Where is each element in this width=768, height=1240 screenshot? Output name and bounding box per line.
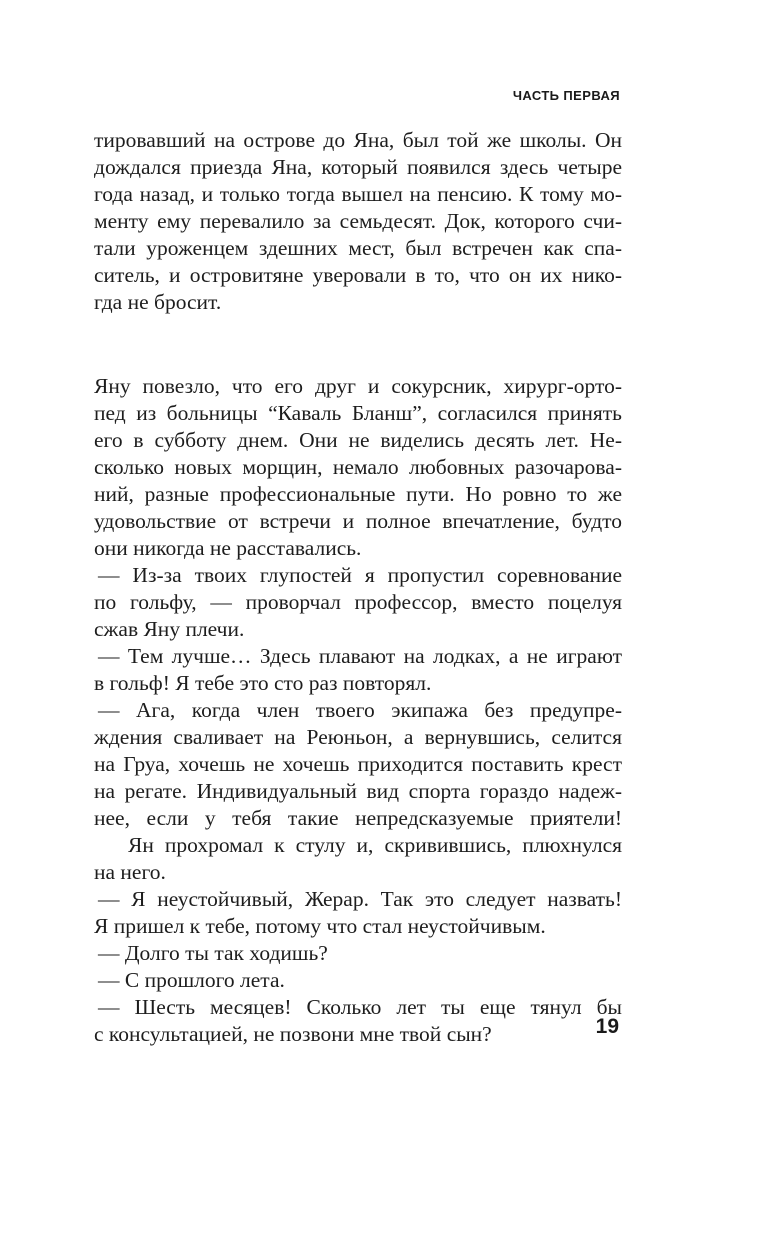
text-line: года назад, и только тогда вышел на пенсию. К тому мо- (94, 182, 622, 206)
text-line: тировавший на острове до Яна, был той же школы. Он (94, 128, 622, 152)
text-line: менту ему перевалило за семьдесят. Док, которого счи- (94, 209, 622, 233)
dialogue-line: — Шесть месяцев! Сколько лет ты еще тянул бы (98, 995, 622, 1019)
text-line: Я пришел к тебе, потому что стал неустойчивым. (94, 914, 546, 938)
text-line: ждения сваливает на Реюньон, а вернувшись, селится (94, 725, 622, 749)
dialogue-line: — Тем лучше… Здесь плавают на лодках, а не играют (98, 644, 622, 668)
text-line: тали уроженцем здешних мест, был встречен как спа- (94, 236, 622, 260)
dialogue-line: — Я неустойчивый, Жерар. Так это следует назвать! (98, 887, 622, 911)
dialogue-line: — С прошлого лета. (98, 968, 285, 992)
dialogue-line: — Долго ты так ходишь? (98, 941, 328, 965)
paragraph-block-1 (94, 127, 622, 316)
text-line: гда не бросит. (94, 290, 222, 314)
text-line: ситель, и островитяне уверовали в то, что он их нико- (94, 263, 622, 287)
text-line: сколько новых морщин, немало любовных разочарова- (94, 455, 622, 479)
text-line: они никогда не расставались. (94, 536, 362, 560)
dialogue-line: — Из-за твоих глупостей я пропустил соревнование (98, 563, 622, 587)
text-line: Яну повезло, что его друг и сокурсник, хирург-орто- (94, 374, 622, 398)
text-line: на Груа, хочешь не хочешь приходится поставить крест (94, 752, 622, 776)
text-line: в гольф! Я тебе это сто раз повторял. (94, 671, 432, 695)
text-line: сжав Яну плечи. (94, 617, 245, 641)
text-line: его в субботу днем. Они не виделись десять лет. Не- (94, 428, 622, 452)
text-line: ний, разные профессиональные пути. Но ровно то же (94, 482, 622, 506)
text-line: пед из больницы “Каваль Бланш”, согласился принять (94, 401, 622, 425)
text-line: на него. (94, 860, 166, 884)
text-line: нее, если у тебя такие непредсказуемые приятели! (94, 806, 622, 830)
page-number: 19 (595, 1015, 619, 1038)
text-line: дождался приезда Яна, который появился здесь четыре (94, 155, 622, 179)
text-line: по гольфу, — проворчал профессор, вместо поцелуя (94, 590, 622, 614)
text-line: удовольствие от встречи и полное впечатление, будто (94, 509, 622, 533)
text-line: на регате. Индивидуальный вид спорта гораздо надеж- (94, 779, 622, 803)
paragraph-start-line: Ян прохромал к стулу и, скривившись, плюхнулся (128, 833, 622, 857)
dialogue-line: — Ага, когда член твоего экипажа без предупре- (98, 698, 622, 722)
running-head: ЧАСТЬ ПЕРВАЯ (512, 88, 620, 103)
paragraph-block-2 (94, 373, 622, 1048)
text-line: с консультацией, не позвони мне твой сын? (94, 1022, 492, 1046)
